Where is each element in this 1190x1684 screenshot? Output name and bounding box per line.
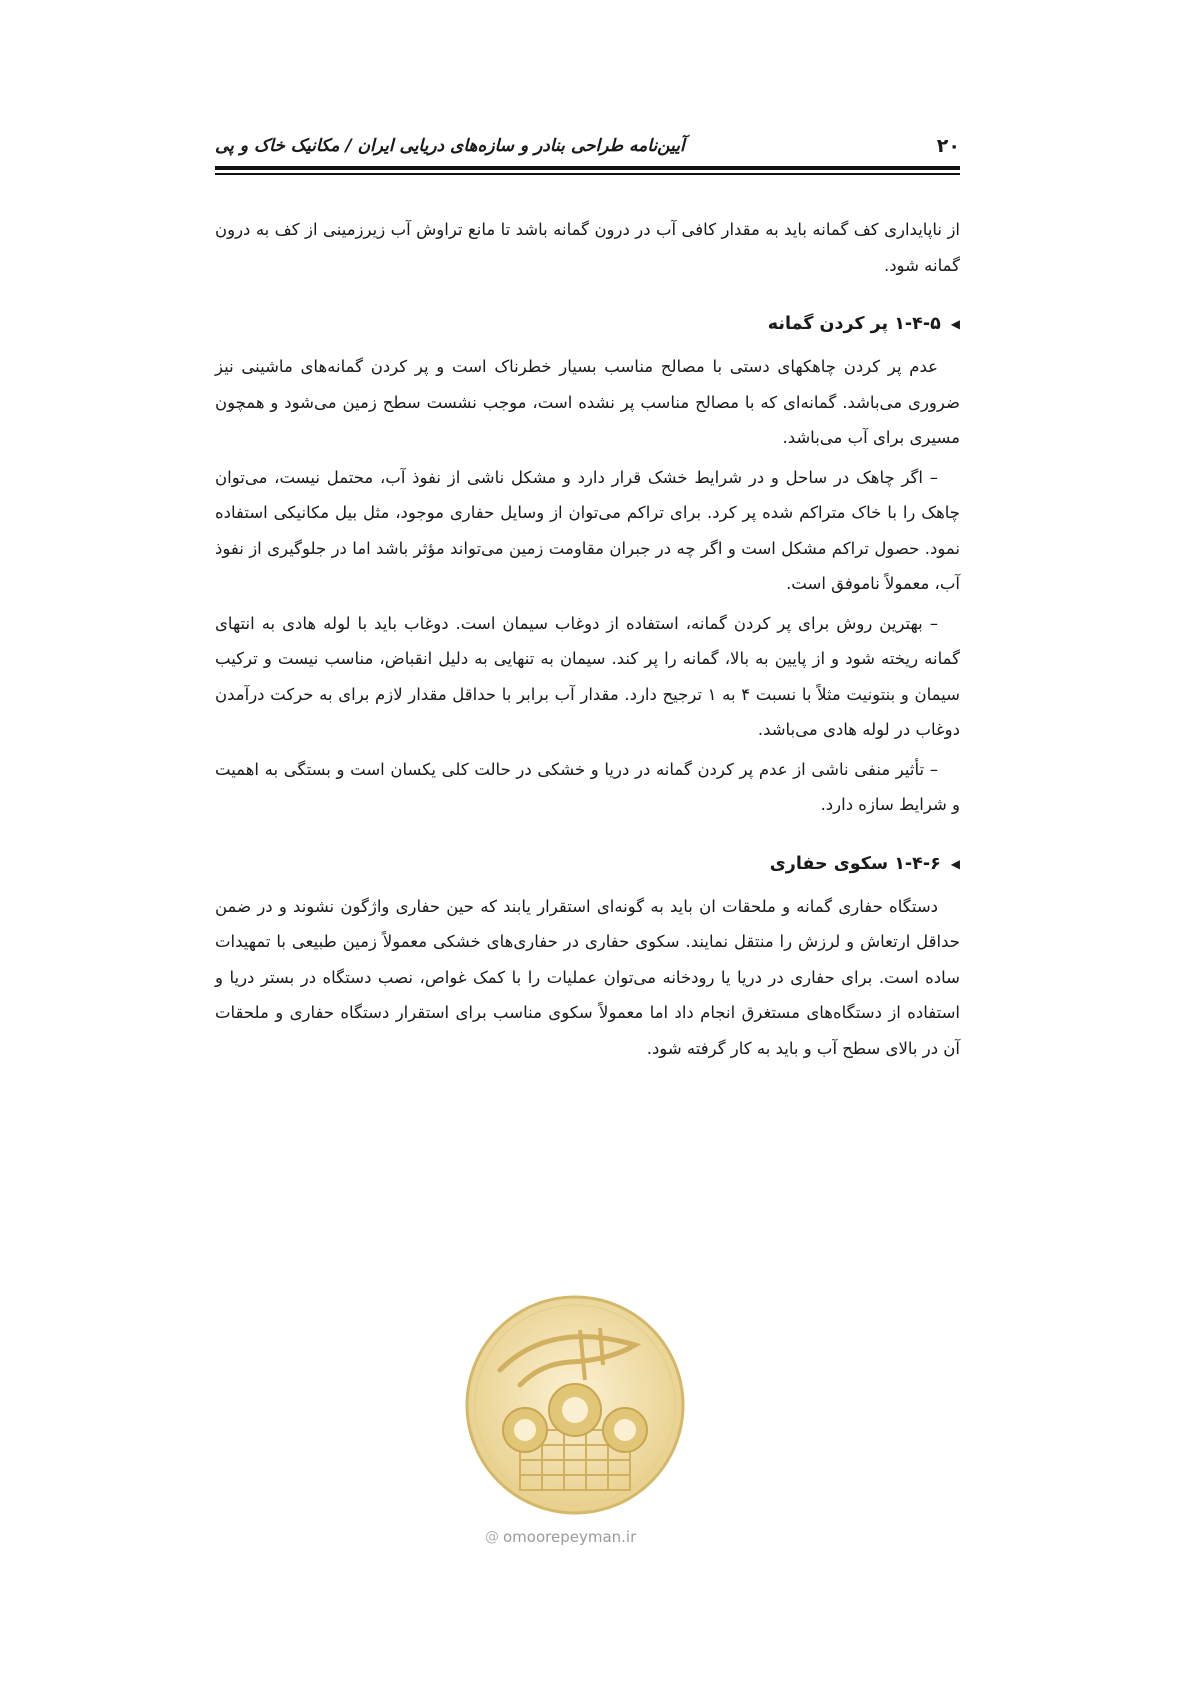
paragraph: دستگاه حفاری گمانه و ملحقات ان باید به گونه‌ای استقرار یابند که حین حفاری واژگون نشوند و در ضمن حداقل ارتعاش و لرزش را منتقل نمایند. سکوی حفاری در حفاری‌های خشکی معمولاً زمین طبیعی با تمهیدات ساده است. برای حفاری در دریا یا رودخانه می‌توان عملیات را با کمک غواص، نصب دستگاه در بستر دریا و استفاده از دستگاه‌های مستغرق انجام داد اما معمولاً سکوی مناسب برای استقرار دستگاه حفاری و ملحقات آن در بالای سطح آب و باید به کار گرفته شود. bbox=[215, 896, 960, 1058]
watermark-caption-text: omoorepeyman.ir bbox=[503, 1528, 637, 1546]
section-heading-filling-borehole bbox=[215, 309, 960, 339]
omoorepeyman-logo-watermark bbox=[460, 1290, 690, 1520]
paragraph: – اگر چاهک در ساحل و در شرایط خشک قرار دارد و مشکل ناشی از نفوذ آب، محتمل نیست، می‌توان چاهک را با خاک متراکم شده پر کرد. برای تراکم می‌توان از وسایل حفاری موجود، مثل بیل مکانیکی استفاده نمود. حصول تراکم مشکل است و اگر چه در جبران مقاومت زمین می‌تواند مؤثر باشد اما در جلوگیری از نفوذ آب، معمولاً ناموفق است. bbox=[215, 467, 960, 593]
section-heading-text: ۱-۴-۶ سکوی حفاری bbox=[769, 853, 941, 874]
page-body bbox=[215, 212, 960, 1066]
triangle-bullet-icon: ◀ bbox=[950, 856, 960, 871]
section-heading-text: ۱-۴-۵ پر کردن گمانه bbox=[767, 314, 941, 334]
triangle-bullet-icon: ◀ bbox=[950, 317, 960, 331]
at-sign-icon: @ bbox=[485, 1529, 499, 1545]
paragraph: – تأثیر منفی ناشی از عدم پر کردن گمانه در دریا و خشکی در حالت کلی یکسان است و بستگی به اهمیت و شرایط سازه دارد. bbox=[215, 759, 960, 814]
page-number: ۲۰ bbox=[936, 135, 960, 157]
paragraph: – بهترین روش برای پر کردن گمانه، استفاده از دوغاب سیمان است. دوغاب باید با لوله هادی به انتهای گمانه ریخته شود و از پایین به بالا، گمانه را پر کند. سیمان به تنهایی به دلیل انقباض، مناسب نیست و ترکیب سیمان و بنتونیت مثلاً با نسبت ۴ به ۱ ترجیح دارد. مقدار آب برابر با حداقل مقدار لازم برای به حرکت درآمدن دوغاب در لوله هادی می‌باشد. bbox=[215, 613, 960, 739]
paragraph: عدم پر کردن چاهکهای دستی با مصالح مناسب بسیار خطرناک است و پر کردن گمانه‌های ماشینی نیز ضروری می‌باشد. گمانه‌ای که با مصالح مناسب پر نشده است، موجب نشست سطح زمین می‌شود و همچون مسیری برای آب می‌باشد. bbox=[215, 357, 960, 447]
watermark-caption bbox=[485, 1528, 685, 1546]
section-heading-drilling-platform bbox=[215, 849, 960, 879]
running-header-title: آیین‌نامه طراحی بنادر و سازه‌های دریایی ایران / مکانیک خاک و پی bbox=[215, 136, 685, 156]
header-rule-thin bbox=[215, 173, 960, 175]
page-header bbox=[215, 130, 960, 162]
header-rule-thick bbox=[215, 166, 960, 170]
intro-paragraph: از ناپایداری کف گمانه باید به مقدار کافی آب در درون گمانه باشد تا مانع تراوش آب زیرزمینی از کف به درون گمانه شود. bbox=[215, 220, 960, 275]
